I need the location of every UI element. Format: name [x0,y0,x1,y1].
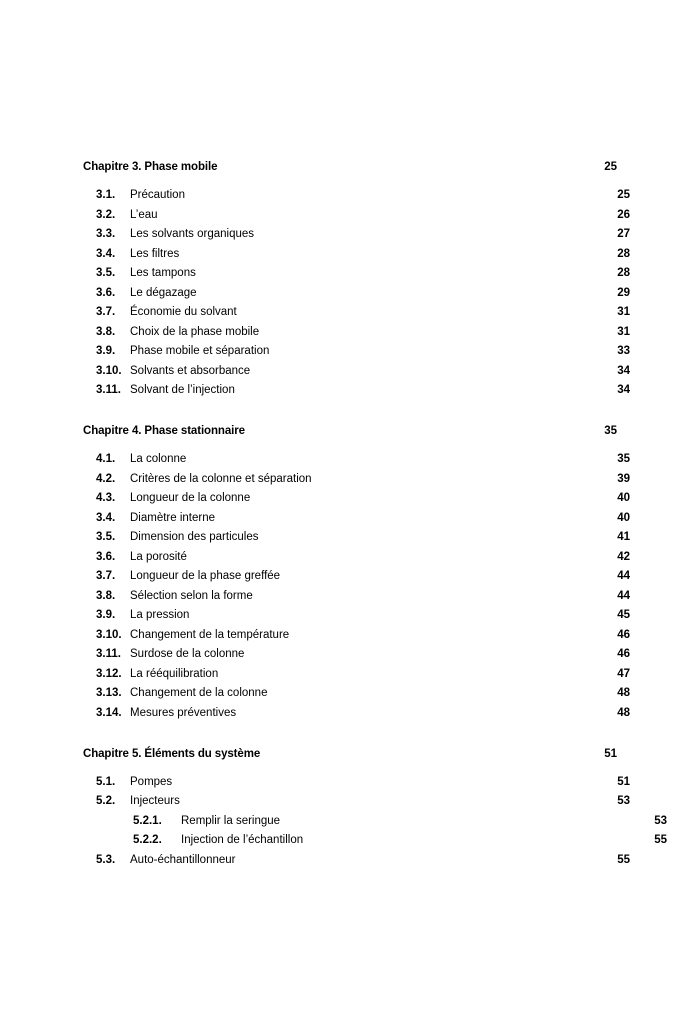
toc-entry[interactable] [83,704,630,723]
toc-entry[interactable] [83,831,667,850]
toc-entry-number: 3.5. [96,267,116,279]
toc-entry-page-number: 34 [617,384,630,396]
toc-entry-number: 3.12. [96,667,122,680]
toc-entry-page-number: 42 [617,550,630,563]
toc-entry-title: La rééquilibration [130,667,219,680]
toc-entry[interactable] [83,470,630,489]
toc-entry-title: Solvant de l’injection [130,384,235,396]
toc-entry-title: Phase mobile et séparation [130,345,270,357]
toc-entry-page-number: 28 [617,267,630,279]
chapter-title: Chapitre 4. Phase stationnaire [83,425,245,437]
toc-entry-title: La pression [130,609,190,621]
toc-entry-number: 3.10. [96,628,122,641]
toc-entry-label [133,831,303,850]
chapter-title: Chapitre 3. Phase mobile [83,161,218,173]
toc-entry-label [96,509,215,528]
toc-entry-number: 3.11. [96,384,121,396]
toc-entry[interactable] [83,548,630,567]
toc-entry-title: Changement de la température [130,628,290,641]
toc-entry-page-number: 55 [654,834,667,846]
toc-chapter-heading[interactable] [83,158,617,177]
toc-entry-number: 3.6. [96,286,116,299]
toc-entry-page-number: 46 [617,648,630,660]
toc-entry-number: 3.10. [96,364,122,377]
toc-entry-number: 3.5. [96,531,116,543]
toc-entry-number: 3.2. [96,208,116,221]
chapter-page-number: 35 [604,425,617,437]
toc-entry-label [96,303,237,322]
toc-entry-title: Auto-échantillonneur [130,853,236,866]
toc-entry-number: 3.7. [96,306,116,318]
toc-entry-page-number: 34 [617,364,630,377]
toc-entry[interactable] [83,342,630,361]
toc-entry-page-number: 25 [617,189,630,201]
toc-entry[interactable] [83,665,630,684]
toc-entry-label [96,645,244,664]
table-of-contents [83,158,667,870]
toc-entry-page-number: 29 [617,286,630,299]
toc-entry-page-number: 48 [617,706,630,719]
toc-entry-number: 3.14. [96,706,122,719]
toc-entry-number: 3.1. [96,189,116,201]
chapter-block [83,745,667,870]
toc-entry-title: Économie du solvant [130,306,237,318]
toc-entry-label [96,264,196,283]
toc-entry-page-number: 41 [617,531,630,543]
toc-entry-label [96,186,185,205]
chapter-page-number: 51 [604,747,617,760]
toc-entry-title: Choix de la phase mobile [130,325,260,338]
toc-entry[interactable] [83,186,630,205]
toc-entry[interactable] [83,684,630,703]
toc-entry-number: 3.9. [96,345,116,357]
toc-entry[interactable] [83,362,630,381]
toc-entry-page-number: 33 [617,345,630,357]
toc-entry-number: 3.6. [96,550,116,563]
toc-entry[interactable] [83,567,630,586]
toc-entry[interactable] [83,450,630,469]
toc-entry-label [96,489,250,508]
toc-entry-number: 5.2. [96,795,116,807]
toc-entry[interactable] [83,381,630,400]
toc-entry-number: 3.13. [96,687,122,699]
toc-entry-number: 5.1. [96,775,116,788]
toc-entry[interactable] [83,773,630,792]
toc-entry-title: Mesures préventives [130,706,237,719]
toc-entry-label [96,450,186,469]
toc-entry-label [96,548,187,567]
toc-entry-number: 5.2.2. [133,834,162,846]
toc-entry[interactable] [83,323,630,342]
toc-entry[interactable] [83,792,630,811]
toc-entry-label [96,606,189,625]
toc-chapter-heading[interactable] [83,422,617,441]
toc-entry[interactable] [83,626,630,645]
chapter-page-number: 25 [604,161,617,173]
toc-entry[interactable] [83,587,630,606]
toc-entry-label [96,528,258,547]
toc-entry-title: Injection de l’échantillon [181,834,304,846]
toc-entry[interactable] [83,245,630,264]
toc-chapter-heading[interactable] [83,745,617,764]
toc-entry-label [96,792,180,811]
toc-entry-number: 3.9. [96,609,116,621]
toc-entry-number: 3.4. [96,511,116,524]
toc-entry-page-number: 27 [617,228,630,240]
toc-entry-number: 3.3. [96,228,116,240]
toc-entry-page-number: 39 [617,472,630,485]
toc-entry-page-number: 53 [617,795,630,807]
toc-entry[interactable] [83,284,630,303]
chapter-block [83,158,630,400]
toc-entry-title: L’eau [130,208,158,221]
toc-entry-page-number: 45 [617,609,630,621]
toc-entry-number: 5.3. [96,853,116,866]
toc-entry-label [96,587,253,606]
toc-entry-title: Surdose de la colonne [130,648,245,660]
toc-entry-label [96,362,250,381]
toc-entry-page-number: 55 [617,853,630,866]
toc-entry-number: 3.7. [96,570,116,582]
toc-entry-page-number: 40 [617,492,630,504]
toc-entry-title: Sélection selon la forme [130,589,253,602]
toc-entry[interactable] [83,206,630,225]
toc-entry-title: Solvants et absorbance [130,364,251,377]
toc-entry-number: 3.11. [96,648,121,660]
toc-entry[interactable] [83,509,630,528]
toc-entry-page-number: 31 [617,325,630,338]
toc-entry-page-number: 53 [654,814,667,827]
toc-entry-title: La colonne [130,453,187,465]
toc-entry-title: Longueur de la phase greffée [130,570,281,582]
toc-entry-number: 4.1. [96,453,116,465]
toc-entry-number: 4.2. [96,472,116,485]
toc-entry-label [96,773,172,792]
toc-entry-label [96,470,312,489]
toc-entry-page-number: 31 [617,306,630,318]
toc-entry-label [96,684,267,703]
toc-entry-number: 4.3. [96,492,116,504]
toc-entry-label [96,851,236,870]
toc-entry-title: Les solvants organiques [130,228,255,240]
toc-entry-page-number: 44 [617,589,630,602]
toc-entry-page-number: 26 [617,208,630,221]
toc-entry-page-number: 51 [617,775,630,788]
toc-entry-number: 5.2.1. [133,814,162,827]
toc-entry-title: Changement de la colonne [130,687,268,699]
toc-entry-label [96,206,158,225]
toc-entry[interactable] [83,303,630,322]
toc-entry-label [96,381,235,400]
toc-entry-page-number: 48 [617,687,630,699]
toc-entry-title: Injecteurs [130,795,180,807]
toc-entry-title: Longueur de la colonne [130,492,251,504]
toc-entry-page-number: 46 [617,628,630,641]
toc-entry-label [96,665,218,684]
toc-entry-page-number: 47 [617,667,630,680]
toc-entry-label [96,323,259,342]
toc-entry-title: Diamètre interne [130,511,216,524]
toc-entry-title: Pompes [130,775,173,788]
toc-entry-label [96,225,254,244]
toc-entry-title: La porosité [130,550,187,563]
chapter-title: Chapitre 5. Éléments du système [83,747,261,760]
toc-entry-page-number: 44 [617,570,630,582]
toc-entry-title: Critères de la colonne et séparation [130,472,312,485]
toc-entry-page-number: 35 [617,453,630,465]
toc-entry-title: Le dégazage [130,286,197,299]
toc-entry-number: 3.8. [96,589,116,602]
toc-entry-label [96,342,269,361]
toc-entry-label [96,567,280,586]
toc-entry[interactable] [83,489,630,508]
toc-entry[interactable] [83,225,630,244]
toc-entry-label [133,812,280,831]
toc-entry[interactable] [83,264,630,283]
toc-entry[interactable] [83,812,667,831]
toc-entry-number: 3.8. [96,325,116,338]
toc-entry[interactable] [83,606,630,625]
toc-entry-page-number: 28 [617,247,630,260]
toc-entry-title: Les filtres [130,247,180,260]
toc-entry-title: Les tampons [130,267,196,279]
toc-entry[interactable] [83,851,630,870]
toc-entry-number: 3.4. [96,247,116,260]
toc-entry-page-number: 40 [617,511,630,524]
toc-entry[interactable] [83,528,630,547]
toc-entry[interactable] [83,645,630,664]
toc-entry-label [96,284,197,303]
toc-entry-title: Dimension des particules [130,531,259,543]
toc-entry-label [96,245,179,264]
toc-entry-label [96,626,289,645]
toc-entry-title: Précaution [130,189,185,201]
toc-entry-label [96,704,236,723]
toc-entry-title: Remplir la seringue [181,814,281,827]
chapter-block [83,422,630,723]
